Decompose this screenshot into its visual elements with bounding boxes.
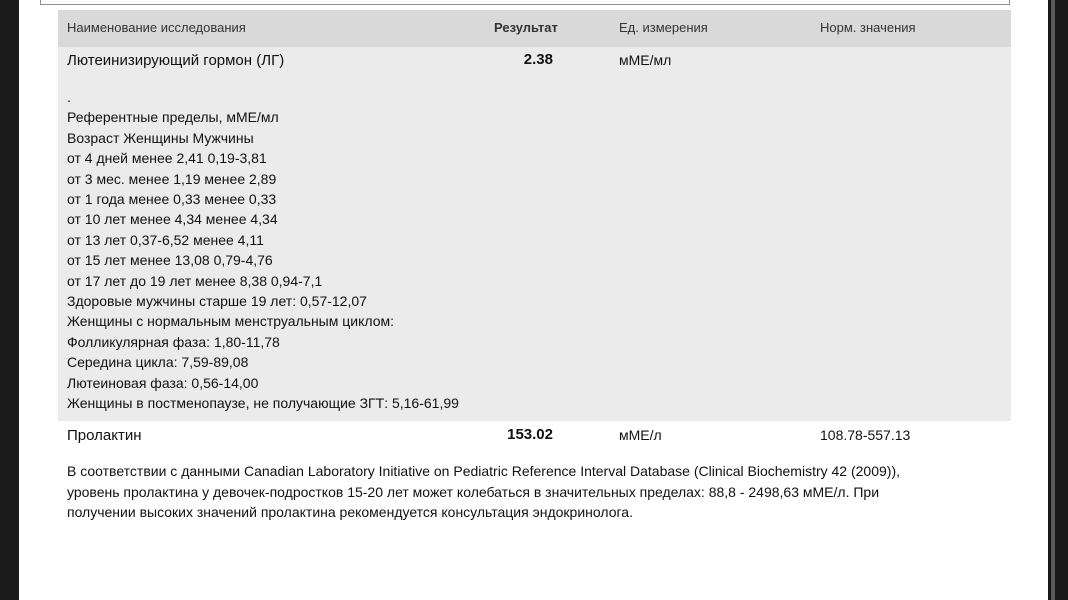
note-line: уровень пролактина у девочек-подростков 15-20 лет может колебаться в значительных пределах: 88,8 - 2498,63 мМЕ/л. При xyxy=(67,483,880,500)
note-line: В соответствии с данными Canadian Laboratory Initiative on Pediatric Reference Interval Database (Clinical Biochemistry 42 (2009)), xyxy=(67,463,900,479)
prolactin-unit: мМЕ/л xyxy=(619,427,662,443)
prolactin-result-value: 153.02 xyxy=(507,426,553,443)
lh-test-name: Лютеинизирующий гормон (ЛГ) xyxy=(67,52,285,69)
note-line: получении высоких значений пролактина рекомендуется консультация эндокринолога. xyxy=(67,504,633,520)
reference-line: от 10 лет менее 4,34 менее 4,34 xyxy=(67,211,278,228)
reference-line: Здоровые мужчины старше 19 лет: 0,57-12,07 xyxy=(67,293,367,310)
viewer-scrollbar[interactable] xyxy=(1048,0,1068,600)
header-name: Наименование исследования xyxy=(67,20,246,35)
previous-section-border-left xyxy=(40,0,41,5)
reference-line: от 4 дней менее 2,41 0,19-3,81 xyxy=(67,150,267,167)
reference-line: от 1 года менее 0,33 менее 0,33 xyxy=(67,191,277,208)
reference-line: Фолликулярная фаза: 1,80-11,78 xyxy=(67,333,280,350)
previous-section-border xyxy=(40,4,1010,5)
header-norm: Норм. значения xyxy=(820,20,916,35)
reference-line: от 3 мес. менее 1,19 менее 2,89 xyxy=(67,170,277,187)
reference-line: Женщины в постменопаузе, не получающие ЗГТ: 5,16-61,99 xyxy=(67,395,459,412)
prolactin-note xyxy=(67,461,997,523)
reference-line: Женщины с нормальным менструальным циклом: xyxy=(67,313,395,330)
lh-reference-ranges xyxy=(67,87,459,414)
reference-line: Возраст Женщины Мужчины xyxy=(67,129,254,146)
reference-line: . xyxy=(67,89,71,105)
reference-line: Референтные пределы, мМЕ/мл xyxy=(67,109,279,126)
reference-line: от 17 лет до 19 лет менее 8,38 0,94-7,1 xyxy=(67,272,323,289)
header-unit: Ед. измерения xyxy=(619,20,708,35)
scrollbar-track[interactable] xyxy=(1051,0,1055,600)
viewer-left-edge xyxy=(0,0,19,600)
previous-section-border-right xyxy=(1009,0,1010,5)
prolactin-norm: 108.78-557.13 xyxy=(820,427,911,443)
reference-line: от 13 лет 0,37-6,52 менее 4,11 xyxy=(67,231,264,248)
reference-line: Середина цикла: 7,59-89,08 xyxy=(67,354,249,371)
lh-result-value: 2.38 xyxy=(523,51,553,68)
reference-line: Лютеиновая фаза: 0,56-14,00 xyxy=(67,374,259,391)
reference-line: от 15 лет менее 13,08 0,79-4,76 xyxy=(67,252,273,269)
prolactin-test-name: Пролактин xyxy=(67,427,142,444)
header-result: Результат xyxy=(494,20,558,35)
lh-unit: мМЕ/мл xyxy=(619,52,672,68)
